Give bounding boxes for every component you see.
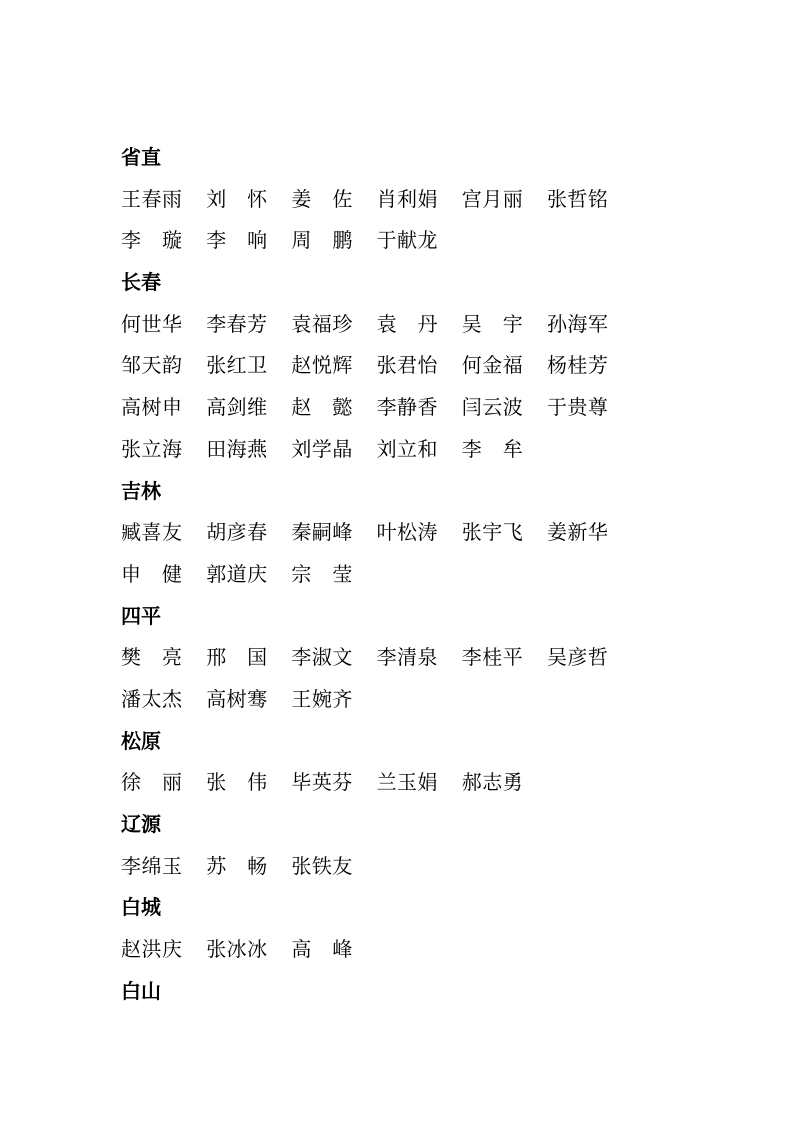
person-name: 兰玉娟 xyxy=(376,770,439,795)
section-heading: 辽源 xyxy=(121,812,161,836)
person-name: 田海燕 xyxy=(206,436,268,461)
person-name: 张宇飞 xyxy=(461,520,524,545)
person-name: 李春芳 xyxy=(206,311,268,336)
person-name: 吴彦哲 xyxy=(546,645,609,670)
person-name: 叶松涛 xyxy=(376,520,439,545)
name-row xyxy=(121,387,681,429)
person-name: 张立海 xyxy=(121,436,183,461)
name-row xyxy=(121,512,681,554)
section-heading: 长春 xyxy=(121,270,161,295)
person-name: 臧喜友 xyxy=(121,520,183,545)
person-name: 赵 懿 xyxy=(291,395,353,420)
person-name: 张君怡 xyxy=(376,353,439,378)
person-name: 于贵尊 xyxy=(546,395,609,420)
person-name: 胡彦春 xyxy=(206,520,268,545)
person-name: 袁福珍 xyxy=(291,311,353,336)
person-name: 樊 亮 xyxy=(121,645,183,670)
person-name: 毕英芬 xyxy=(291,770,353,795)
person-name: 高 峰 xyxy=(291,937,353,962)
name-row xyxy=(121,345,681,387)
person-name: 李 牟 xyxy=(461,436,524,461)
person-name: 何金福 xyxy=(461,353,524,378)
person-name: 邢 国 xyxy=(206,645,268,670)
name-row xyxy=(121,679,681,721)
person-name: 王婉齐 xyxy=(291,686,353,711)
person-name: 郝志勇 xyxy=(461,770,524,795)
name-row xyxy=(121,637,681,679)
person-name: 李桂平 xyxy=(461,645,524,670)
name-row xyxy=(121,429,681,471)
person-name: 张 伟 xyxy=(206,770,268,795)
person-name: 郭道庆 xyxy=(206,561,268,586)
name-row xyxy=(121,846,681,888)
name-row xyxy=(121,929,681,971)
person-name: 邹天韵 xyxy=(121,353,183,378)
section-heading: 四平 xyxy=(121,603,161,628)
person-name: 李淑文 xyxy=(291,645,353,670)
person-name: 李清泉 xyxy=(376,645,439,670)
section-heading: 省直 xyxy=(121,145,161,169)
person-name: 李 璇 xyxy=(121,228,183,253)
person-name: 刘立和 xyxy=(376,436,439,461)
person-name: 张红卫 xyxy=(206,353,268,378)
person-name: 何世华 xyxy=(121,311,183,336)
name-row xyxy=(121,304,681,346)
person-name: 高树骞 xyxy=(206,686,268,711)
person-name: 于献龙 xyxy=(376,228,439,253)
name-row xyxy=(121,762,681,804)
person-name: 李 响 xyxy=(206,228,268,253)
section-heading: 白山 xyxy=(121,978,161,1003)
person-name: 李静香 xyxy=(376,395,439,420)
person-name: 高剑维 xyxy=(206,395,268,420)
person-name: 苏 畅 xyxy=(206,853,268,878)
person-name: 张铁友 xyxy=(291,853,353,878)
person-name: 王春雨 xyxy=(121,186,183,211)
person-name: 闫云波 xyxy=(461,395,524,420)
person-name: 徐 丽 xyxy=(121,770,183,795)
person-name: 孙海军 xyxy=(546,311,609,336)
person-name: 袁 丹 xyxy=(376,311,439,336)
section-heading: 白城 xyxy=(121,895,161,920)
person-name: 姜 佐 xyxy=(291,186,353,211)
section-heading: 吉林 xyxy=(121,478,161,503)
person-name: 宗 莹 xyxy=(291,561,353,586)
person-name: 高树申 xyxy=(121,395,183,420)
person-name: 张哲铭 xyxy=(546,186,609,211)
person-name: 刘 怀 xyxy=(206,186,268,211)
person-name: 赵悦辉 xyxy=(291,353,353,378)
name-row xyxy=(121,554,681,596)
person-name: 潘太杰 xyxy=(121,686,183,711)
person-name: 申 健 xyxy=(121,561,183,586)
person-name: 张冰冰 xyxy=(206,937,268,962)
person-name: 杨桂芳 xyxy=(546,353,609,378)
person-name: 吴 宇 xyxy=(461,311,524,336)
document-page xyxy=(121,137,681,1012)
person-name: 姜新华 xyxy=(546,520,609,545)
name-row xyxy=(121,220,681,262)
person-name: 肖利娟 xyxy=(376,186,439,211)
section-heading: 松原 xyxy=(121,728,161,753)
person-name: 刘学晶 xyxy=(291,436,353,461)
name-row xyxy=(121,179,681,221)
person-name: 秦嗣峰 xyxy=(291,520,353,545)
person-name: 赵洪庆 xyxy=(121,937,183,962)
person-name: 李绵玉 xyxy=(121,853,183,878)
person-name: 周 鹏 xyxy=(291,228,353,253)
person-name: 宫月丽 xyxy=(461,186,524,211)
